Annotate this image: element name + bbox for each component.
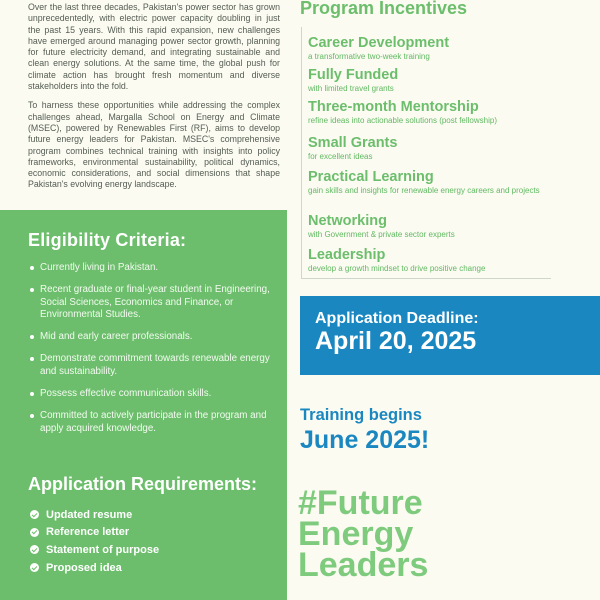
requirement-item xyxy=(30,541,159,559)
incentive-desc: with limited travel grants xyxy=(308,84,394,93)
training-label: Training begins xyxy=(300,406,422,424)
hashtag-line: #Future xyxy=(298,484,423,522)
requirements-title: Application Requirements: xyxy=(28,474,258,494)
eligibility-title: Eligibility Criteria: xyxy=(28,230,187,250)
hashtag xyxy=(298,484,429,584)
deadline-label: Application Deadline: xyxy=(315,310,479,327)
intro-paragraph: Over the last three decades, Pakistan's power sector has grown unprecedentedly, with electric power capacity doubling in just the past 15 years. With this rapid expansion, new challenges have emerged around managing power sector growth, planning for future electricity demand, and integrating sustainable and clean energy solutions. At the same time, the global push for climate action has brought fresh momentum and diverse stakeholders into the fold. xyxy=(28,2,280,92)
requirement-label: Updated resume xyxy=(46,508,133,521)
training-date: June 2025! xyxy=(300,426,430,454)
check-icon xyxy=(30,510,39,519)
deadline-date: April 20, 2025 xyxy=(315,327,477,355)
check-icon xyxy=(30,563,39,572)
eligibility-item: Demonstrate commitment towards renewable energy and sustainability. xyxy=(30,353,275,378)
eligibility-item: Mid and early career professionals. xyxy=(30,331,275,343)
incentive-title: Small Grants xyxy=(308,135,398,151)
check-icon xyxy=(30,528,39,537)
incentive-item xyxy=(308,169,573,196)
incentive-title: Practical Learning xyxy=(308,169,434,185)
requirement-label: Proposed idea xyxy=(46,561,122,574)
deadline-box xyxy=(300,296,600,375)
eligibility-list xyxy=(30,262,275,445)
requirement-item xyxy=(30,559,159,577)
incentive-item xyxy=(308,213,573,240)
requirement-label: Reference letter xyxy=(46,526,130,539)
eligibility-item: Recent graduate or final-year student in Engineering, Social Sciences, Economics and Finance, or Environmental Studies. xyxy=(30,284,275,321)
incentives-title: Program Incentives xyxy=(300,0,468,18)
eligibility-item: Possess effective communication skills. xyxy=(30,388,275,400)
incentive-title: Career Development xyxy=(308,35,450,51)
incentive-desc: a transformative two-week training xyxy=(308,52,430,61)
incentive-item xyxy=(308,135,573,162)
eligibility-item: Currently living in Pakistan. xyxy=(30,262,275,274)
requirement-item xyxy=(30,524,159,542)
incentive-title: Fully Funded xyxy=(308,67,399,83)
incentive-desc: gain skills and insights for renewable energy careers and projects xyxy=(308,186,540,195)
incentive-desc: with Government & private sector experts xyxy=(308,230,455,239)
incentive-title: Three-month Mentorship xyxy=(308,99,479,115)
incentive-title: Leadership xyxy=(308,247,386,263)
incentive-desc: refine ideas into actionable solutions (post fellowship) xyxy=(308,116,497,125)
intro-text xyxy=(28,2,280,199)
check-icon xyxy=(30,545,39,554)
requirements-list xyxy=(30,506,159,576)
hashtag-line: Leaders xyxy=(298,546,429,584)
incentive-item xyxy=(308,247,573,274)
incentive-item xyxy=(308,67,573,94)
eligibility-item: Committed to actively participate in the program and apply acquired knowledge. xyxy=(30,410,275,435)
requirement-item xyxy=(30,506,159,524)
incentive-item xyxy=(308,35,573,62)
intro-paragraph: To harness these opportunities while addressing the complex challenges ahead, Margalla School on Energy and Climate (MSEC), powered by Renewables First (RF), aims to develop future energy leaders for Pakistan. MSEC's comprehensive program combines technical training with insights into policy frameworks, environmental sustainability, political dynamics, economic considerations, and social dimensions that shape Pakistan's evolving energy landscape. xyxy=(28,100,280,190)
incentive-title: Networking xyxy=(308,213,387,229)
hashtag-line: Energy xyxy=(298,515,414,553)
incentive-item xyxy=(308,99,573,126)
incentive-desc: for excellent ideas xyxy=(308,152,373,161)
incentive-desc: develop a growth mindset to drive positive change xyxy=(308,264,486,273)
requirement-label: Statement of purpose xyxy=(46,543,160,556)
